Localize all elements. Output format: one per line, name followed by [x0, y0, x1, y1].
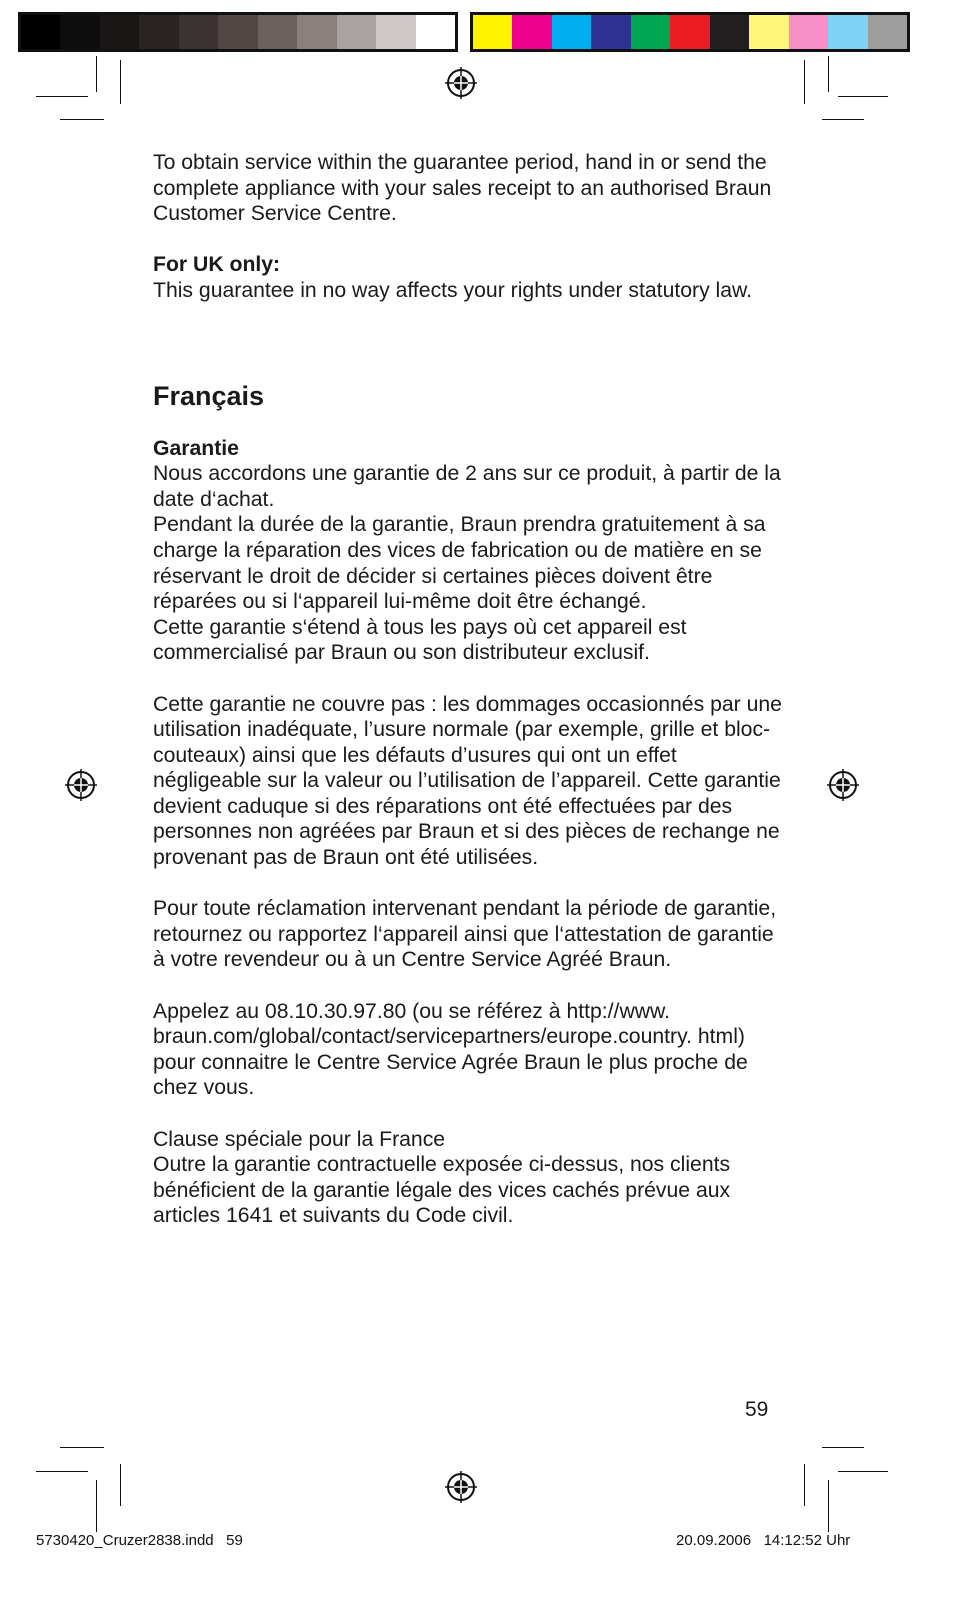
- color-swatch: [60, 15, 99, 49]
- crop-mark: [120, 60, 121, 104]
- crop-mark: [120, 1464, 121, 1506]
- color-swatch: [631, 15, 670, 49]
- crop-mark: [60, 119, 104, 120]
- color-swatch: [218, 15, 257, 49]
- garantie-paragraph-3: Cette garantie s‘étend à tous les pays où cet appareil est commercialisé par Braun ou son distributeur exclusif.: [153, 615, 687, 665]
- grayscale-color-bar: [18, 12, 458, 52]
- color-swatch: [868, 15, 907, 49]
- crop-mark: [804, 1464, 805, 1506]
- color-swatch: [21, 15, 60, 49]
- garantie-paragraph-2: Pendant la durée de la garantie, Braun prendra gratuitement à sa charge la réparation des vices de fabrication ou de matière en se réservant le droit de décider si certaines pièces doivent être réparées ou si l‘appareil lui-même doit être échangé.: [153, 513, 766, 614]
- color-swatch: [512, 15, 551, 49]
- garantie-paragraph-4: Cette garantie ne couvre pas : les dommages occasionnés par une utilisation inadéquate, l’usure normale (par exemple, grille et bloc-couteaux) ainsi que les défauts d’usures qui ont un effet négligeable sur la valeur ou l’utilisation de l’appareil. Cette garantie devient caduque si des réparations ont été effectuées par des personnes non agréées par Braun et si des pièces de rechange ne provenant pas de Braun ont été utilisées.: [153, 692, 782, 870]
- color-swatch: [710, 15, 749, 49]
- crop-mark: [36, 1471, 88, 1472]
- registration-mark-icon: [444, 1470, 478, 1504]
- registration-mark-icon: [444, 66, 478, 100]
- crop-mark: [828, 1480, 829, 1532]
- uk-only-heading: For UK only:: [153, 253, 281, 277]
- registration-mark-icon: [826, 768, 860, 802]
- color-swatch: [749, 15, 788, 49]
- color-swatch: [376, 15, 415, 49]
- color-swatch: [789, 15, 828, 49]
- color-swatch: [100, 15, 139, 49]
- color-swatch: [337, 15, 376, 49]
- page-number: 59: [745, 1398, 769, 1421]
- crop-mark: [60, 1447, 104, 1448]
- document-body: [153, 150, 783, 1229]
- print-slug-timestamp: 20.09.2006 14:12:52 Uhr: [676, 1532, 851, 1549]
- garantie-paragraph-7: Outre la garantie contractuelle exposée ci-dessus, nos clients bénéficient de la garantie légale des vices cachés prévue aux articles 1641 et suivants du Code civil.: [153, 1153, 731, 1228]
- crop-mark: [96, 56, 97, 92]
- color-swatch: [179, 15, 218, 49]
- clause-title: Clause spéciale pour la France: [153, 1127, 446, 1151]
- crop-mark: [838, 1471, 888, 1472]
- garantie-paragraph-6: Appelez au 08.10.30.97.80 (ou se référez à http://www. braun.com/global/contact/servicepartners/europe.country. html) pour connaitre le Centre Service Agrée Braun le plus proche de chez vous.: [153, 999, 748, 1100]
- color-swatch: [258, 15, 297, 49]
- color-swatch: [552, 15, 591, 49]
- garantie-heading: Garantie: [153, 436, 239, 460]
- print-slug-filename: 5730420_Cruzer2838.indd 59: [36, 1532, 243, 1549]
- color-swatch: [139, 15, 178, 49]
- color-swatch: [828, 15, 867, 49]
- color-swatch: [473, 15, 512, 49]
- crop-mark: [822, 1447, 864, 1448]
- crop-mark: [96, 1480, 97, 1532]
- uk-only-text: This guarantee in no way affects your rights under statutory law.: [153, 278, 753, 302]
- crop-mark: [822, 119, 864, 120]
- crop-mark: [36, 96, 88, 97]
- service-paragraph: To obtain service within the guarantee period, hand in or send the complete appliance with your sales receipt to an authorised Braun Customer Service Centre.: [153, 151, 772, 226]
- process-color-bar: [470, 12, 910, 52]
- crop-mark: [804, 60, 805, 104]
- color-swatch: [670, 15, 709, 49]
- crop-mark: [828, 56, 829, 92]
- section-heading-francais: Français: [153, 380, 265, 411]
- registration-mark-icon: [64, 768, 98, 802]
- color-swatch: [416, 15, 455, 49]
- color-swatch: [591, 15, 630, 49]
- garantie-paragraph-1: Nous accordons une garantie de 2 ans sur ce produit, à partir de la date d‘achat.: [153, 462, 781, 511]
- color-swatch: [297, 15, 336, 49]
- crop-mark: [838, 96, 888, 97]
- garantie-paragraph-5: Pour toute réclamation intervenant pendant la période de garantie, retournez ou rapportez l‘appareil ainsi que l‘attestation de garantie à votre revendeur ou à un Centre Service Agréé Braun.: [153, 897, 777, 972]
